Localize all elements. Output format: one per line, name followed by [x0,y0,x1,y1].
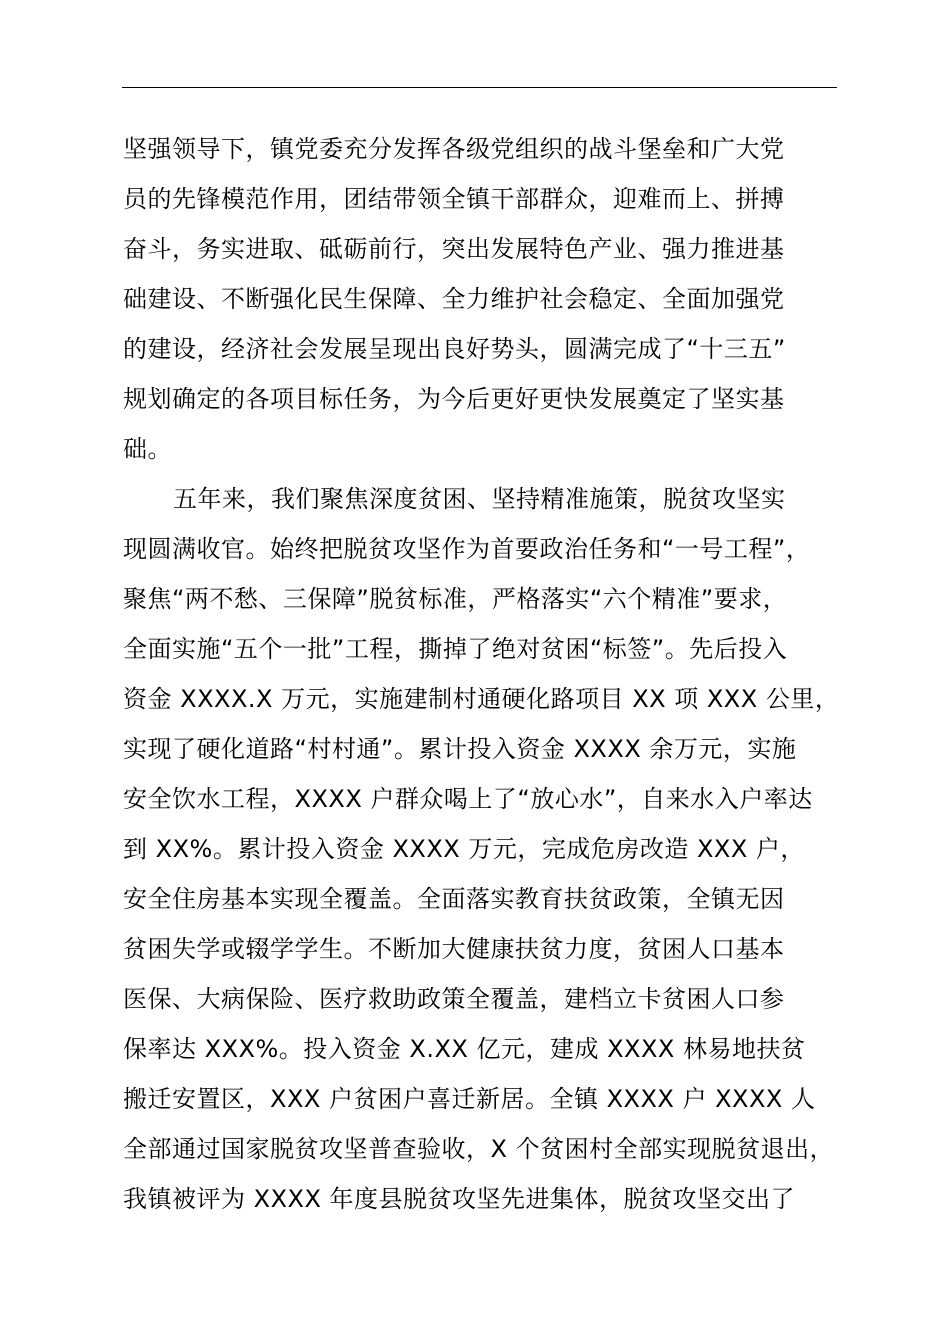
paragraph-line: 安全饮水工程，XXXX 户群众喝上了“放心水”，自来水入户率达 [123,785,813,813]
paragraph-line: 现圆满收官。始终把脱贫攻坚作为首要政治任务和“一号工程”， [123,535,811,563]
paragraph-line: 础建设、不断强化民生保障、全力维护社会稳定、全面加强党 [123,285,785,313]
paragraph-line: 坚强领导下，镇党委充分发挥各级党组织的战斗堡垒和广大党 [123,135,785,163]
paragraph-line: 员的先锋模范作用，团结带领全镇干部群众，迎难而上、拼搏 [123,185,785,213]
paragraph-line: 保率达 XXX%。投入资金 X.XX 亿元，建成 XXXX 林易地扶贫 [123,1035,806,1063]
paragraph-line: 贫困失学或辍学学生。不断加大健康扶贫力度，贫困人口基本 [123,935,785,963]
paragraph-line: 奋斗，务实进取、砥砺前行，突出发展特色产业、强力推进基 [123,235,785,263]
paragraph-line: 础。 [123,435,172,463]
paragraph-line: 医保、大病保险、医疗救助政策全覆盖，建档立卡贫困人口参 [123,985,785,1013]
paragraph-line: 我镇被评为 XXXX 年度县脱贫攻坚先进集体，脱贫攻坚交出了 [123,1185,796,1213]
paragraph-line: 搬迁安置区，XXX 户贫困户喜迁新居。全镇 XXXX 户 XXXX 人 [123,1085,816,1113]
paragraph-line: 规划确定的各项目标任务，为今后更好更快发展奠定了坚实基 [123,385,785,413]
header-rule [122,87,837,88]
paragraph-line: 全部通过国家脱贫攻坚普查验收，X 个贫困村全部实现脱贫退出， [123,1135,835,1163]
paragraph-line: 资金 XXXX.X 万元，实施建制村通硬化路项目 XX 项 XXX 公里， [123,685,840,713]
paragraph-line: 五年来，我们聚焦深度贫困、坚持精准施策，脱贫攻坚实 [173,485,786,513]
paragraph-line: 全面实施“五个一批”工程，撕掉了绝对贫困“标签”。先后投入 [123,635,788,663]
paragraph-line: 实现了硬化道路“村村通”。累计投入资金 XXXX 余万元，实施 [123,735,797,763]
paragraph-line: 到 XX%。累计投入资金 XXXX 万元，完成危房改造 XXX 户， [123,835,805,863]
paragraph-line: 安全住房基本实现全覆盖。全面落实教育扶贫政策，全镇无因 [123,885,785,913]
paragraph-line: 聚焦“两不愁、三保障”脱贫标准，严格落实“六个精准”要求， [123,585,788,613]
paragraph-line: 的建设，经济社会发展呈现出良好势头，圆满完成了“十三五” [123,335,786,363]
